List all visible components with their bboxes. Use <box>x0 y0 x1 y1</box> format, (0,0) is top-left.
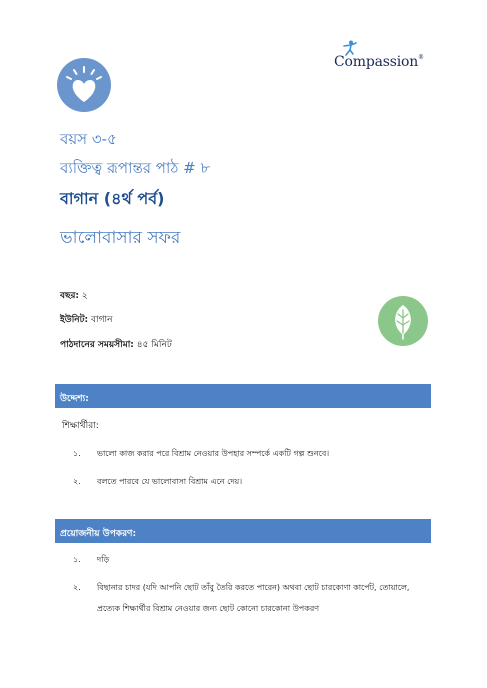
lesson-subtitle: ভালোবাসার সফর <box>60 228 181 248</box>
compassion-logo <box>334 40 434 76</box>
age-range: বয়স ৩-৫ <box>60 130 117 148</box>
material-number-2: ২. <box>73 583 81 592</box>
material-item-2-line2: প্রত্যেক শিক্ষার্থীর বিশ্রাম নেওয়ার জন্য ছোট কোনো চারকোনা উপকরণ <box>97 604 320 613</box>
meta-unit-label: ইউনিট: <box>60 315 89 325</box>
materials-heading: প্রয়োজনীয় উপকরণ: <box>55 519 431 543</box>
heart-badge <box>57 58 111 112</box>
goal-item-2: বলতে পারবে যে ভালোবাসা বিশ্রাম এনে দেয়। <box>97 477 243 486</box>
meta-year-value: ২ <box>81 291 88 301</box>
material-item-2: বিছানার চাদর (যদি আপনি ছোট তাঁবু তৈরি করতে পারেন) অথবা ছোট চারকোণা কার্পেট, তোয়ালে, <box>97 583 410 592</box>
goals-heading: উদ্দেশ্য: <box>55 384 431 408</box>
heart-icon <box>57 58 111 112</box>
topic-title: বাগান (৪র্থ পর্ব) <box>60 189 165 208</box>
meta-unit <box>60 312 113 327</box>
lesson-title: ব্যক্তিত্ব রূপান্তর পাঠ # ৮ <box>60 159 211 177</box>
goal-item-1: ভালো কাজ করার পরে বিশ্রাম নেওয়ার উপহার সম্পর্কে একটি গল্প শুনবে। <box>97 449 330 458</box>
goal-number-1: ১. <box>73 449 81 458</box>
goal-number-2: ২. <box>73 477 81 486</box>
meta-time-label: পাঠদানের সময়সীমা: <box>60 340 134 350</box>
leaf-icon <box>378 296 428 346</box>
material-item-1: দড়ি <box>97 555 110 564</box>
goals-intro: শিক্ষার্থীরা: <box>62 421 99 431</box>
material-number-1: ১. <box>73 555 81 564</box>
meta-time-value: ৪৫ মিনিট <box>136 340 172 350</box>
meta-unit-value: বাগান <box>91 315 113 325</box>
meta-year-label: বছর: <box>60 291 80 301</box>
logo-text: Compassion® <box>334 54 424 70</box>
leaf-badge <box>378 296 428 346</box>
meta-time <box>60 337 172 352</box>
meta-year <box>60 288 88 303</box>
